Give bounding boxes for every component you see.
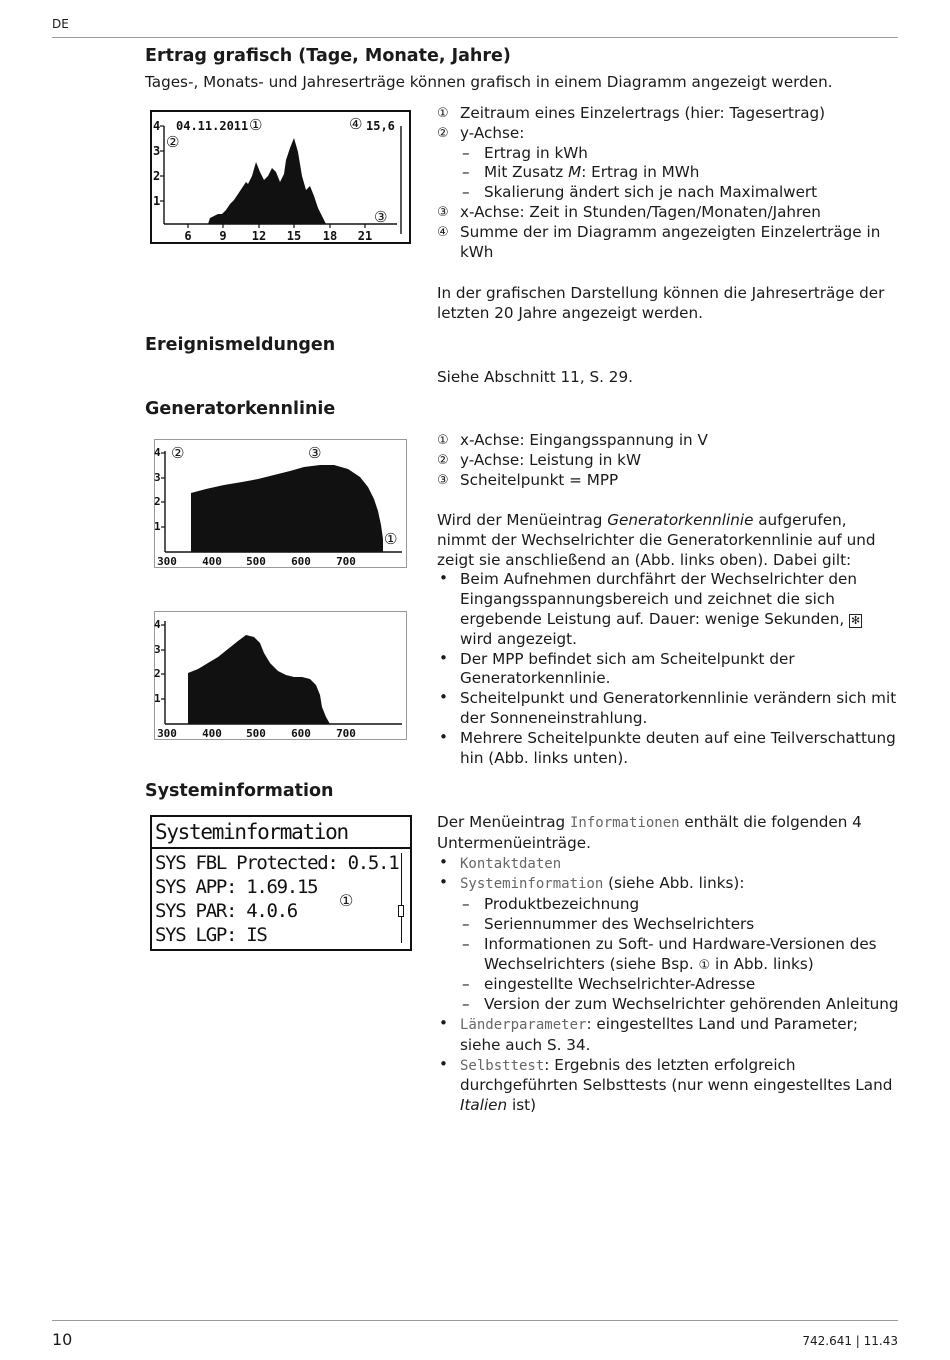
yield-note: In der grafischen Darstellung können die Jahreserträge der letzten 20 Jahre angezeigt werden. — [437, 284, 885, 322]
shade-y-tick-3: 3 — [154, 643, 161, 656]
callout-3: ③ — [374, 208, 388, 226]
gen-x-tick-300: 300 — [157, 555, 177, 568]
partial-shading-chart — [154, 611, 408, 741]
lcd-sum: 15,6 — [366, 119, 395, 133]
partial-shading-curve — [188, 635, 330, 724]
gen-x-tick-400: 400 — [202, 555, 222, 568]
shade-x-tick-600: 600 — [291, 727, 311, 740]
sysinfo-lcd-divider — [152, 847, 410, 849]
header-rule — [52, 37, 898, 38]
y-tick-2: 2 — [153, 169, 161, 183]
x-tick-15: 15 — [286, 229, 302, 243]
y-tick-4: 4 — [153, 119, 161, 133]
x-tick-9: 9 — [219, 229, 227, 243]
generator-description — [437, 511, 899, 768]
legend-item-3: ③ x-Achse: Zeit in Stunden/Tagen/Monaten/Jahren — [437, 202, 821, 221]
generator-lcd-bottom — [154, 611, 408, 741]
gen-y-tick-3: 3 — [154, 471, 161, 484]
gen-y-tick-1: 1 — [154, 520, 161, 533]
gen-bullet-1: • Beim Aufnehmen durchfährt der Wechselrichter den Eingangsspannungsbereich und zeichnet die sich ergebende Leistung auf. Dauer: wenige Sekunden, ✻ wird angezeigt. — [439, 569, 861, 648]
sub-item-scale: – Skalierung ändert sich je nach Maximalwert — [462, 183, 818, 202]
sysinfo-line-fbl: SYS FBL Protected: 0.5.1 — [155, 852, 399, 874]
generator-curve — [191, 465, 383, 552]
gen-callout-2: ② — [171, 444, 185, 462]
callout-1: ① — [249, 116, 263, 134]
sysinfo-line-app: SYS APP: 1.69.15 — [155, 876, 318, 898]
gen-x-tick-700: 700 — [336, 555, 356, 568]
sysinfo-bullet-system: • Systeminformation (siehe Abb. links): — [439, 873, 745, 893]
legend-item-2: ② y-Achse: — [437, 123, 525, 142]
events-text: Siehe Abschnitt 11, S. 29. — [437, 368, 633, 386]
sysinfo-description — [437, 813, 899, 1116]
section-title-generator: Generatorkennlinie — [145, 399, 336, 419]
shade-x-tick-400: 400 — [202, 727, 222, 740]
sysinfo-lcd-display — [150, 815, 412, 951]
sysinfo-bullet-country: • Länderparameter: eingestelltes Land und Parameter; siehe auch S. 34. — [439, 1013, 858, 1054]
sub-item-kwh: – Ertrag in kWh — [462, 143, 588, 162]
sysinfo-callout-1: ① — [339, 891, 354, 910]
shade-y-tick-2: 2 — [154, 667, 161, 680]
sysinfo-sub-versions: – Informationen zu Soft- und Hardware-Versionen des Wechselrichters (siehe Bsp. ① in Abb. links) — [462, 934, 877, 973]
shade-x-tick-700: 700 — [336, 727, 356, 740]
generator-lcd-top — [154, 439, 408, 569]
yield-legend — [437, 104, 897, 262]
sysinfo-sub-manual: – Version der zum Wechselrichter gehörenden Anleitung — [462, 995, 899, 1014]
x-tick-12: 12 — [251, 229, 267, 243]
sysinfo-sub-product: – Produktbezeichnung — [462, 895, 640, 914]
section-title-sysinfo: Systeminformation — [145, 781, 334, 801]
y-tick-3: 3 — [153, 144, 161, 158]
gen-bullet-3: • Scheitelpunkt und Generatorkennlinie verändern sich mit der Sonneneinstrahlung. — [439, 688, 897, 727]
section-title-events: Ereignismeldungen — [145, 335, 336, 355]
gen-callout-1: ① — [384, 530, 398, 548]
sysinfo-sub-serial: – Seriennummer des Wechselrichters — [462, 914, 755, 933]
callout-4: ④ — [349, 115, 363, 133]
gen-y-tick-4: 4 — [154, 446, 161, 459]
footer-rule — [52, 1320, 898, 1321]
shade-y-tick-4: 4 — [154, 618, 161, 631]
sysinfo-line-lgp: SYS LGP: IS — [155, 924, 267, 946]
section-intro-ertrag: Tages-, Monats- und Jahreserträge können grafisch in einem Diagramm angezeigt werden. — [145, 73, 833, 91]
sysinfo-bullet-contact: • Kontaktdaten — [439, 852, 562, 872]
sysinfo-line-par: SYS PAR: 4.0.6 — [155, 900, 297, 922]
gen-legend-1: ① x-Achse: Eingangsspannung in V — [437, 431, 708, 449]
legend-item-1: ① Zeitraum eines Einzelertrags (hier: Tagesertrag) — [437, 104, 826, 122]
page-number: 10 — [52, 1330, 73, 1349]
gen-callout-3: ③ — [308, 444, 322, 462]
x-tick-18: 18 — [322, 229, 338, 243]
gen-x-tick-500: 500 — [246, 555, 266, 568]
sysinfo-scroll-thumb[interactable] — [398, 905, 404, 917]
yield-histogram — [208, 138, 326, 224]
gen-y-tick-2: 2 — [154, 495, 161, 508]
gen-bullet-2: • Der MPP befindet sich am Scheitelpunkt der Generatorkennlinie. — [439, 648, 795, 688]
sysinfo-lcd-title: Systeminformation — [155, 820, 348, 844]
generator-legend — [437, 431, 897, 490]
x-tick-21: 21 — [357, 229, 373, 243]
generator-para: Wird der Menüeintrag Generatorkennlinie aufgerufen, nimmt der Wechselrichter die Generatorkennlinie auf und zeigt sie anschließend an (Abb. links oben). Dabei gilt: — [437, 511, 876, 569]
sysinfo-intro: Der Menüeintrag Informationen enthält die folgenden 4 Untermenüeinträge. — [437, 813, 862, 852]
legend-item-4: ④ Summe der im Diagramm angezeigten Einzelerträge in kWh — [437, 222, 881, 261]
shade-x-tick-500: 500 — [246, 727, 266, 740]
x-tick-6: 6 — [184, 229, 192, 243]
callout-2: ② — [166, 133, 180, 151]
gen-bullet-4: • Mehrere Scheitelpunkte deuten auf eine Teilverschattung hin (Abb. links unten). — [439, 727, 896, 767]
yield-chart — [150, 110, 412, 246]
document-number: 742.641 | 11.43 — [802, 1334, 898, 1348]
sub-item-mwh: – Mit Zusatz M: Ertrag in MWh — [462, 163, 700, 182]
gen-legend-3: ③ Scheitelpunkt = MPP — [437, 470, 619, 489]
lcd-date: 04.11.2011 — [176, 119, 249, 133]
y-tick-1: 1 — [153, 194, 161, 208]
sysinfo-bullet-selftest: • Selbsttest: Ergebnis des letzten erfolgreich durchgeführten Selbsttests (nur wenn eingestelltes Land Italien ist) — [439, 1054, 893, 1115]
generator-curve-chart — [154, 439, 408, 569]
shade-x-tick-300: 300 — [157, 727, 177, 740]
sysinfo-sub-address: – eingestellte Wechselrichter-Adresse — [462, 975, 756, 994]
gen-x-tick-600: 600 — [291, 555, 311, 568]
gen-legend-2: ② y-Achse: Leistung in kW — [437, 450, 641, 469]
section-title-ertrag: Ertrag grafisch (Tage, Monate, Jahre) — [145, 46, 511, 66]
shade-y-tick-1: 1 — [154, 692, 161, 705]
yield-lcd-display — [150, 110, 412, 246]
language-code: DE — [52, 17, 69, 31]
sysinfo-scrollbar[interactable] — [401, 853, 402, 943]
wait-icon: ✻ — [851, 613, 861, 627]
